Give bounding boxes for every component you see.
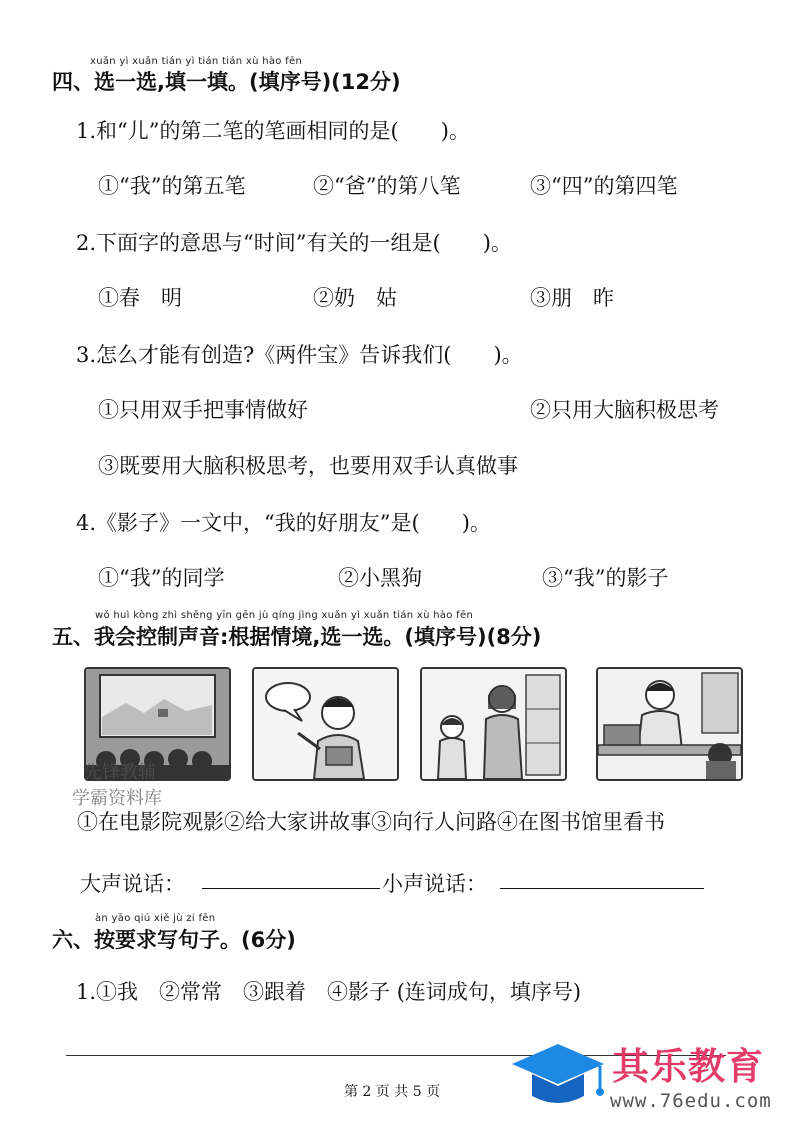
- q2-option-2: ②奶 姑: [313, 286, 397, 310]
- section6-title: 六、按要求写句子。(6分): [52, 928, 296, 952]
- brand-name: 其乐教育: [612, 1045, 764, 1088]
- loud-label: 大声说话：: [80, 872, 185, 896]
- q4-option-2: ②小黑狗: [338, 566, 422, 590]
- section4-pinyin: xuǎn yì xuǎn tián yì tián tián xù hào fēn: [90, 56, 303, 67]
- quiet-answer-line[interactable]: [500, 888, 704, 889]
- q3-option-3: ③既要用大脑积极思考，也要用双手认真做事: [98, 454, 518, 478]
- q2-option-1: ①春 明: [98, 286, 182, 310]
- scene-asking-directions-image: [420, 667, 567, 781]
- question-4: 4.《影子》一文中，“我的好朋友”是( )。: [76, 511, 491, 535]
- question-3: 3.怎么才能有创造?《两件宝》告诉我们( )。: [76, 343, 523, 367]
- scene-storytelling-image: [252, 667, 399, 781]
- question-2: 2.下面字的意思与“时间”有关的一组是( )。: [76, 231, 512, 255]
- loud-answer-line[interactable]: [202, 888, 380, 889]
- q3-option-1: ①只用双手把事情做好: [98, 398, 308, 422]
- q1-option-3: ③“四”的第四笔: [530, 174, 678, 198]
- section6-pinyin: àn yāo qiú xiě jù zi fēn: [95, 913, 216, 924]
- watermark-line1: 先锋教辅: [84, 762, 156, 783]
- brand-logo: [508, 1036, 790, 1118]
- section5-pinyin: wǒ huì kòng zhì shēng yīn gēn jù qíng jìng xuǎn yì xuǎn tián xù hào fēn: [95, 610, 474, 621]
- graduation-cap-icon: [508, 1038, 608, 1118]
- q1-option-1: ①“我”的第五笔: [98, 174, 246, 198]
- scene-options: ①在电影院观影②给大家讲故事③向行人问路④在图书馆里看书: [77, 810, 665, 834]
- q4-option-1: ①“我”的同学: [98, 566, 225, 590]
- brand-url[interactable]: www.76edu.com: [610, 1090, 772, 1112]
- section5-title: 五、我会控制声音:根据情境,选一选。(填序号)(8分): [52, 625, 542, 649]
- scene-library-image: [596, 667, 743, 781]
- section6-question-1: 1.①我 ②常常 ③跟着 ④影子 (连词成句，填序号): [76, 980, 582, 1004]
- q1-option-2: ②“爸”的第八笔: [313, 174, 461, 198]
- section4-title: 四、选一选,填一填。(填序号)(12分): [52, 70, 401, 94]
- page-number: 第 2 页 共 5 页: [344, 1084, 441, 1100]
- watermark-line2: 学霸资料库: [72, 788, 162, 809]
- quiet-label: 小声说话：: [382, 872, 487, 896]
- q3-option-2: ②只用大脑积极思考: [530, 398, 719, 422]
- q2-option-3: ③朋 昨: [530, 286, 614, 310]
- question-1: 1.和“儿”的第二笔的笔画相同的是( )。: [76, 119, 470, 143]
- q4-option-3: ③“我”的影子: [542, 566, 669, 590]
